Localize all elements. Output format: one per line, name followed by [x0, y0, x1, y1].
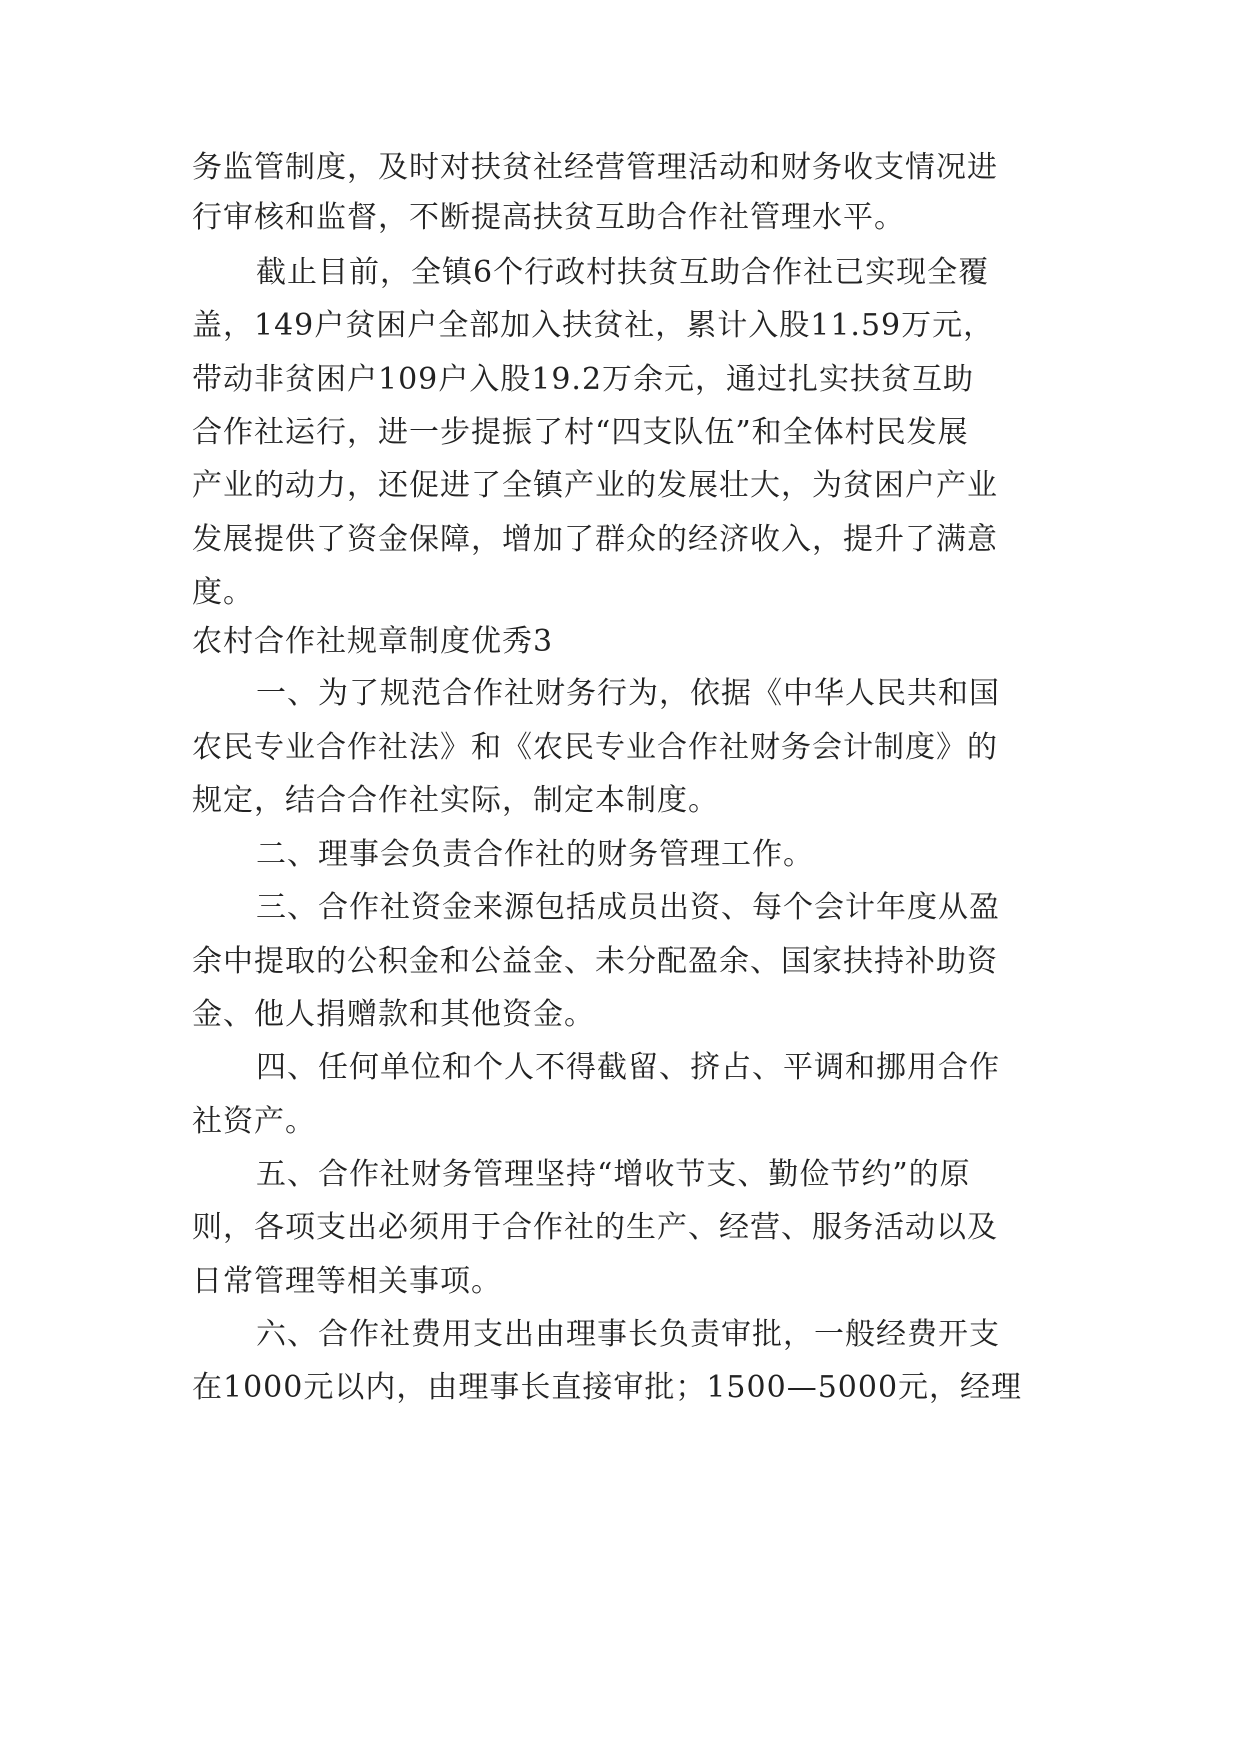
paragraph-start: 三、合作社资金来源包括成员出资、每个会计年度从盈	[256, 890, 1000, 925]
text-line: 盖，149户贫困户全部加入扶贫社，累计入股11.59万元，	[192, 308, 995, 343]
text-line: 在1000元以内，由理事长直接审批；1500—5000元，经理	[192, 1370, 1023, 1405]
text-line: 金、他人捐赠款和其他资金。	[192, 997, 595, 1032]
section-heading: 农村合作社规章制度优秀3	[192, 624, 554, 659]
text-line: 则，各项支出必须用于合作社的生产、经营、服务活动以及	[192, 1210, 998, 1245]
paragraph-start: 六、合作社费用支出由理事长负责审批，一般经费开支	[256, 1317, 1000, 1352]
text-line: 日常管理等相关事项。	[192, 1264, 502, 1299]
paragraph-start: 二、理事会负责合作社的财务管理工作。	[256, 837, 814, 872]
text-line: 产业的动力，还促进了全镇产业的发展壮大，为贫困户产业	[192, 468, 998, 503]
text-line: 农民专业合作社法》和《农民专业合作社财务会计制度》的	[192, 730, 998, 765]
text-line: 务监管制度，及时对扶贫社经营管理活动和财务收支情况进	[192, 150, 998, 185]
paragraph-start: 截止目前，全镇6个行政村扶贫互助合作社已实现全覆	[256, 255, 990, 290]
paragraph-start: 一、为了规范合作社财务行为，依据《中华人民共和国	[256, 676, 1000, 711]
text-line: 发展提供了资金保障，增加了群众的经济收入，提升了满意	[192, 522, 998, 557]
text-line: 余中提取的公积金和公益金、未分配盈余、国家扶持补助资	[192, 944, 998, 979]
paragraph-start: 五、合作社财务管理坚持“增收节支、勤俭节约”的原	[256, 1157, 971, 1192]
paragraph-start: 四、任何单位和个人不得截留、挤占、平调和挪用合作	[256, 1050, 1000, 1085]
text-line: 合作社运行，进一步提振了村“四支队伍”和全体村民发展	[192, 415, 969, 450]
text-line: 带动非贫困户109户入股19.2万余元，通过扎实扶贫互助	[192, 362, 975, 397]
text-line: 规定，结合合作社实际，制定本制度。	[192, 783, 719, 818]
text-line: 度。	[192, 575, 254, 610]
text-line: 社资产。	[192, 1104, 316, 1139]
text-line: 行审核和监督，不断提高扶贫互助合作社管理水平。	[192, 200, 905, 235]
